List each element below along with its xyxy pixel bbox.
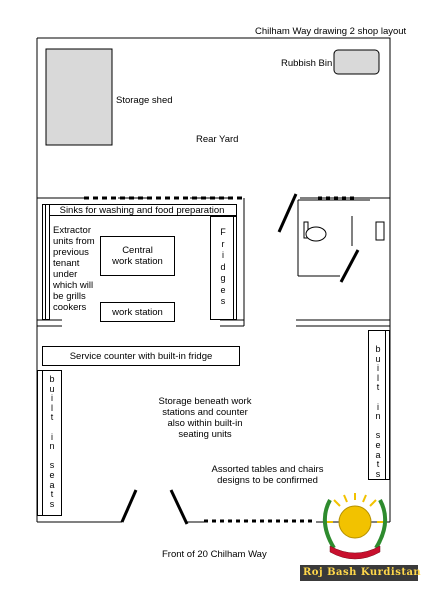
built-in-seats-left-back bbox=[37, 370, 43, 516]
toilet-basin bbox=[376, 222, 384, 240]
extractor-label: Extractor units from previous tenant under which will be grills cookers bbox=[53, 225, 95, 313]
logo-text: Roj Bash Kurdistan bbox=[303, 567, 422, 578]
central-work-station bbox=[100, 236, 175, 276]
built-in-seats-right-label: b u i l t i n s e a t s bbox=[375, 344, 381, 479]
front-door-left bbox=[122, 490, 136, 522]
rubbish-bin-label: Rubbish Bin bbox=[281, 58, 333, 69]
extractor-unit-inner bbox=[45, 204, 50, 320]
work-station-label: work station bbox=[112, 306, 163, 318]
sinks-label: Sinks for washing and food preparation bbox=[59, 204, 225, 216]
built-in-seats-left-label: b u i l t i n s e a t s bbox=[49, 374, 55, 509]
fridges-label: F r i d g e s bbox=[220, 227, 226, 306]
storage-beneath-label: Storage beneath work stations and counter also within built-in seating units bbox=[158, 396, 252, 440]
built-in-seats-left bbox=[42, 370, 62, 516]
service-counter bbox=[42, 346, 240, 366]
built-in-seats-right-back bbox=[385, 330, 390, 480]
logo-leaves-right bbox=[376, 500, 385, 548]
assorted-tables-label: Assorted tables and chairs designs to be confirmed bbox=[211, 464, 324, 486]
storage-shed bbox=[46, 49, 112, 145]
sinks-unit bbox=[47, 204, 237, 216]
page-title: Chilham Way drawing 2 shop layout bbox=[255, 26, 407, 37]
rear-yard-label: Rear Yard bbox=[196, 134, 239, 145]
logo-ribbon bbox=[330, 546, 380, 559]
storage-shed-label: Storage shed bbox=[116, 95, 173, 106]
central-work-station-line2: work station bbox=[112, 256, 163, 267]
front-door-right bbox=[171, 490, 187, 524]
rubbish-bin bbox=[334, 50, 379, 74]
fridges-side bbox=[233, 216, 237, 320]
toilet-door-right bbox=[341, 250, 358, 282]
toilet-door-left bbox=[279, 194, 296, 232]
logo-sun bbox=[339, 506, 371, 538]
toilet-bowl bbox=[306, 227, 326, 241]
central-work-station-line1: Central bbox=[122, 245, 153, 256]
work-station bbox=[100, 302, 175, 322]
footer-label: Front of 20 Chilham Way bbox=[162, 549, 267, 560]
logo-leaves-left bbox=[325, 500, 334, 548]
service-counter-label: Service counter with built-in fridge bbox=[69, 350, 213, 362]
